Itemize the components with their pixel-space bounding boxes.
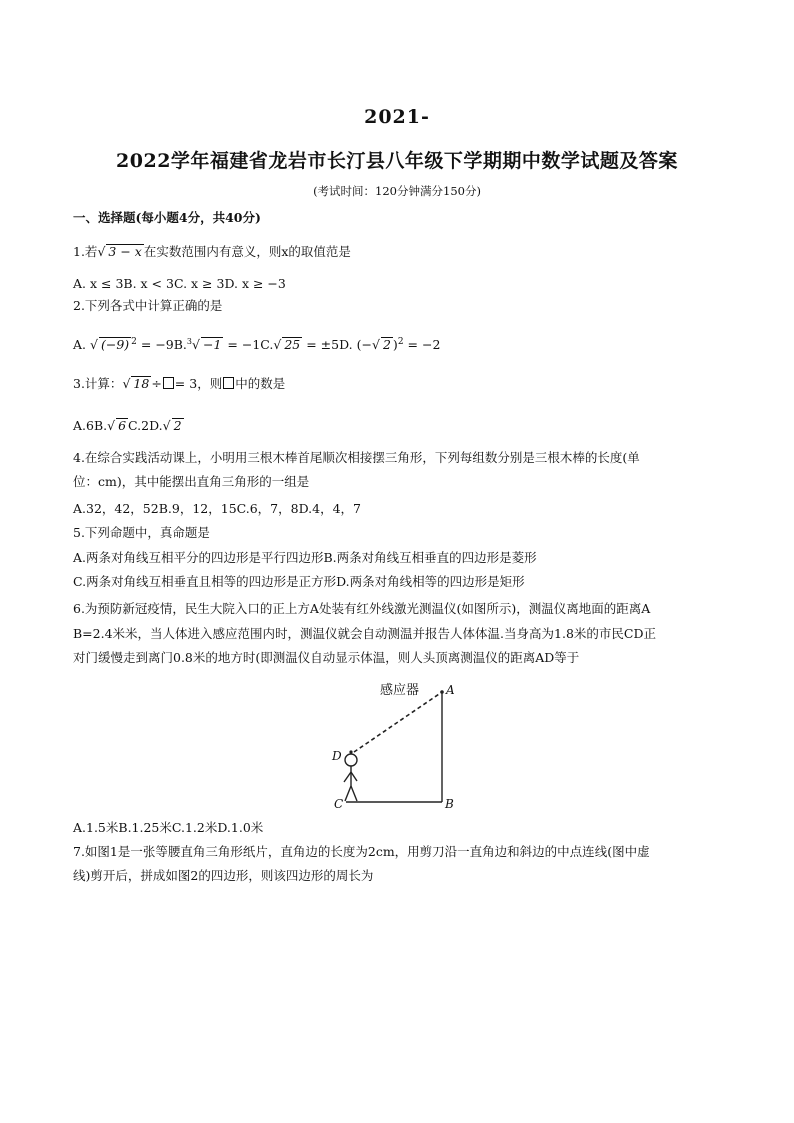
person-left-arm — [344, 772, 351, 782]
blank-box — [163, 377, 174, 389]
exponent-2: 2 — [397, 337, 404, 347]
question-2-stem: 2.下列各式中计算正确的是 — [73, 298, 223, 313]
cube-root-index: 3 — [186, 337, 193, 346]
question-6-stem-line-3: 对门缓慢走到离门0.8米的地方时(即测温仪自动显示体温，则人头顶离测温仪的距离AD等于 — [73, 650, 580, 665]
q2-opt-d-expr: 2 — [382, 337, 391, 353]
exam-info: (考试时间：120分钟满分150分) — [313, 184, 481, 198]
exponent-2: 2 — [131, 337, 137, 347]
dashed-line-da — [354, 692, 442, 752]
label-point-c: C — [334, 797, 344, 810]
question-4-stem-line-1: 4.在综合实践活动课上，小明用三根木棒首尾顺次相接摆三角形，下列每组数分别是三根木棒的长度(单 — [73, 450, 640, 465]
question-5-options-line-2: C.两条对角线互相垂直且相等的四边形是正方形D.两条对角线相等的四边形是矩形 — [73, 574, 525, 589]
radical-sign: √ — [107, 418, 116, 433]
person-head — [345, 754, 357, 766]
question-1-options: A. x ≤ 3B. x < 3C. x ≥ 3D. x ≥ −3 — [73, 276, 286, 291]
title-line-2: 2022学年福建省龙岩市长汀县八年级下学期期中数学试题及答案 — [116, 150, 678, 172]
section-heading: 一、选择题(每小题4分，共40分) — [73, 210, 261, 225]
q3-options-c: C.2D. — [128, 418, 163, 433]
q3-opt-d-rad: 2 — [173, 418, 182, 433]
radical-sign: √ — [273, 337, 282, 353]
blank-box — [223, 377, 234, 389]
radical-sign: √ — [192, 337, 200, 353]
q3-end: 中的数是 — [235, 376, 286, 391]
point-d-dot — [349, 750, 352, 753]
q3-after-box: = 3，则 — [174, 376, 223, 391]
question-5-stem: 5.下列命题中，真命题是 — [73, 525, 210, 540]
q3-options-a: A.6B. — [73, 418, 108, 433]
question-3-stem — [73, 376, 285, 392]
question-6-options: A.1.5米B.1.25米C.1.2米D.1.0米 — [73, 820, 264, 835]
sensor-label: 感应器 — [380, 683, 420, 698]
person-right-leg — [351, 786, 357, 801]
label-point-d: D — [332, 749, 342, 763]
question-1-stem — [73, 244, 351, 260]
q2-opt-a-label: A. — [73, 337, 87, 353]
question-4-stem-line-2: 位：cm)，其中能摆出直角三角形的一组是 — [73, 474, 310, 489]
q3-prefix: 3.计算： — [73, 376, 123, 391]
q2-opt-c-expr: 25 — [284, 337, 301, 353]
question-7-stem-line-2: 线)剪开后，拼成如图2的四边形，则该四边形的周长为 — [73, 868, 374, 883]
person-right-arm — [351, 772, 357, 781]
question-4-options: A.32，42，52B.9，12，15C.6，7，8D.4，4，7 — [73, 501, 362, 516]
radical-sign: √ — [122, 376, 131, 391]
q1-radicand: 3 − x — [108, 244, 142, 259]
radical-sign: √ — [97, 244, 106, 259]
question-3-options — [73, 418, 184, 434]
q3-opt-b-rad: 6 — [118, 418, 127, 433]
radical-sign: √ — [162, 418, 171, 433]
q2-opt-d-rhs: = −2 — [407, 337, 441, 353]
q2-opt-a-rhs: = −9 — [140, 337, 174, 353]
label-point-a: A — [446, 683, 455, 697]
q2-opt-b-expr: −1 — [202, 337, 222, 353]
title-line-1: 2021- — [364, 106, 430, 128]
q2-opt-c-rhs: = ±5 — [306, 337, 340, 353]
q3-mid: ÷ — [151, 376, 162, 391]
q2-opt-a-expr: (−9) — [100, 337, 130, 353]
q2-opt-d-label: D. — [339, 337, 353, 353]
person-left-leg — [345, 786, 351, 801]
question-2-options: A. √ (−9) $^2$ = −9B.$^3$√ −1 = −1C.√ 25 = ±5D. (−√ 2 )$^2$ = −2 — [73, 337, 441, 353]
point-a-dot — [440, 690, 444, 694]
radical-sign: √ — [90, 337, 98, 353]
q1-prefix: 1.若 — [73, 244, 98, 259]
q3-radicand: 18 — [133, 376, 150, 391]
q2-opt-b-label: B. — [173, 337, 187, 353]
question-6-stem-line-1: 6.为预防新冠疫情，民生大院入口的正上方A处装有红外线激光测温仪(如图所示)，测温仪离地面的距离A — [73, 601, 651, 616]
thermometer-figure — [324, 680, 474, 810]
q2-opt-b-rhs: = −1 — [227, 337, 261, 353]
q1-stem-rest: 在实数范围内有意义，则x的取值范是 — [143, 244, 351, 259]
question-6-stem-line-2: B=2.4米米，当人体进入感应范围内时，测温仪就会自动测温并报告人体体温.当身高为1.8米的市民CD正 — [73, 626, 656, 641]
radical-sign: √ — [372, 337, 380, 353]
q2-opt-c-label: C. — [260, 337, 274, 353]
question-5-options-line-1: A.两条对角线互相平分的四边形是平行四边形B.两条对角线互相垂直的四边形是菱形 — [73, 550, 537, 565]
question-7-stem-line-1: 7.如图1是一张等腰直角三角形纸片，直角边的长度为2cm，用剪刀沿一直角边和斜边的中点连线(图中虚 — [73, 844, 650, 859]
label-point-b: B — [445, 797, 454, 810]
